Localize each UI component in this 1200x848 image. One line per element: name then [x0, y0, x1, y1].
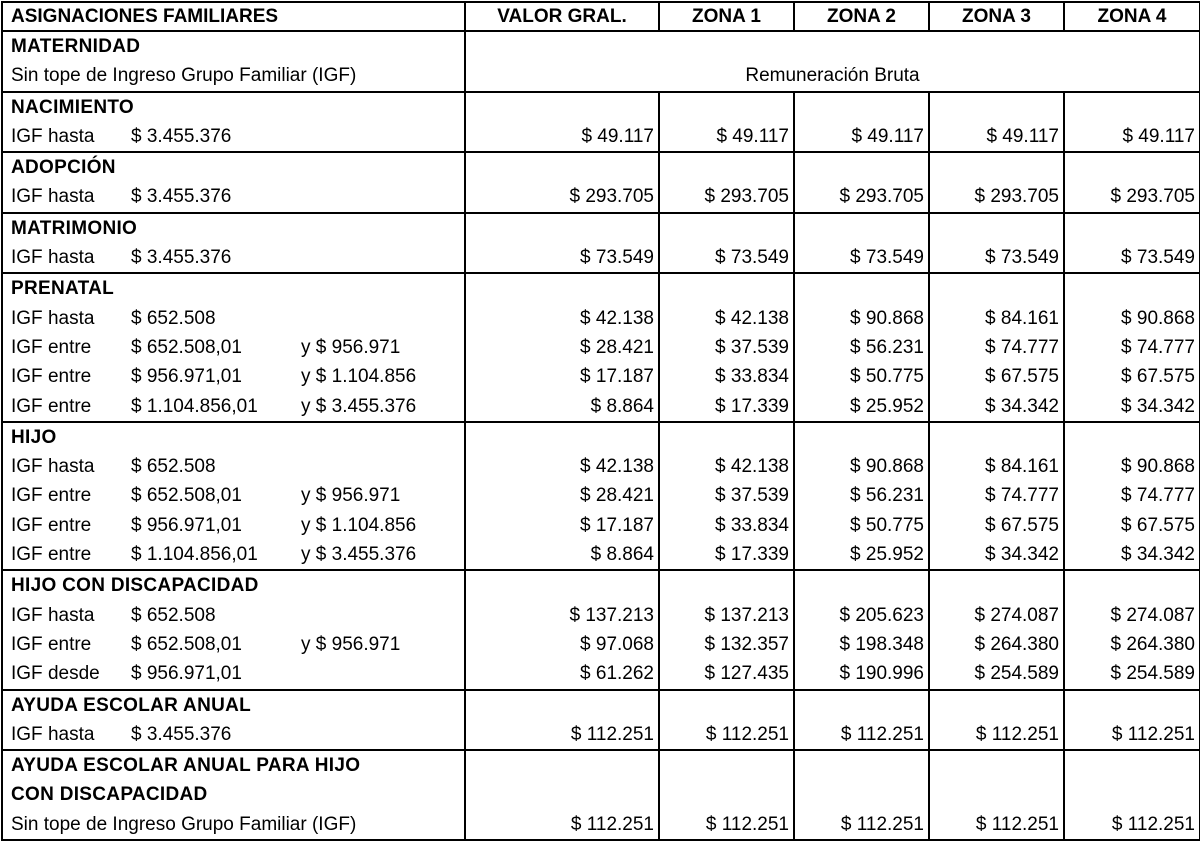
igf-row — [3, 122, 464, 151]
value-cell: $ 34.342 — [1121, 395, 1195, 417]
igf-label: IGF hasta — [11, 247, 95, 269]
spacer — [930, 751, 1063, 780]
igf-amount: $ 956.971,01 — [131, 663, 242, 685]
igf-row — [3, 659, 464, 688]
section-row — [2, 92, 1200, 153]
value-cell: $ 8.864 — [590, 544, 654, 566]
section-title: HIJO CON DISCAPACIDAD — [11, 575, 259, 597]
value-cell: $ 28.421 — [580, 485, 654, 507]
igf-row — [3, 243, 464, 272]
spacer — [795, 751, 928, 780]
spacer — [930, 274, 1063, 303]
value-cell: $ 137.213 — [569, 604, 654, 626]
value-cell: $ 34.342 — [985, 544, 1059, 566]
igf-amount: $ 3.455.376 — [131, 125, 232, 147]
igf-row — [3, 392, 464, 421]
igf-amount: $ 1.104.856,01 — [131, 395, 258, 417]
value-col — [659, 213, 794, 274]
spacer — [466, 214, 658, 243]
igf-amount: $ 652.508,01 — [131, 336, 242, 358]
table-title: ASIGNACIONES FAMILIARES — [2, 2, 465, 31]
section-row — [2, 152, 1200, 213]
section-labels — [2, 750, 465, 840]
value-cell: $ 37.539 — [715, 485, 789, 507]
value-cell: $ 84.161 — [985, 307, 1059, 329]
spacer — [466, 423, 658, 452]
value-col — [465, 152, 659, 213]
value-cell: $ 264.380 — [974, 633, 1059, 655]
col-zona-2: ZONA 2 — [794, 2, 929, 31]
spacer — [466, 93, 658, 122]
section-row — [2, 31, 1200, 92]
spacer — [660, 691, 793, 720]
spacer — [930, 780, 1063, 809]
igf-row — [3, 540, 464, 569]
col-valor-gral: VALOR GRAL. — [465, 2, 659, 31]
value-cell: $ 56.231 — [850, 485, 924, 507]
section-title: MATRIMONIO — [11, 217, 138, 239]
spacer — [466, 751, 658, 780]
section-labels — [2, 213, 465, 274]
section-row — [2, 213, 1200, 274]
igf-label: IGF hasta — [11, 186, 95, 208]
asignaciones-table — [1, 1, 1200, 841]
igf-row — [3, 182, 464, 211]
value-cell: $ 8.864 — [590, 395, 654, 417]
value-col — [465, 92, 659, 153]
spacer — [466, 274, 658, 303]
value-cell: $ 50.775 — [850, 366, 924, 388]
value-col — [659, 750, 794, 840]
igf-amount: $ 3.455.376 — [131, 247, 232, 269]
igf-label: IGF entre — [11, 633, 92, 655]
section-title-line: CON DISCAPACIDAD — [11, 784, 208, 806]
igf-row — [3, 362, 464, 391]
value-col — [659, 273, 794, 421]
spacer — [930, 691, 1063, 720]
value-col — [659, 92, 794, 153]
section-labels — [2, 273, 465, 421]
spacer — [466, 153, 658, 182]
value-cell: $ 74.777 — [985, 336, 1059, 358]
value-col — [929, 570, 1064, 689]
igf-amount: $ 956.971,01 — [131, 514, 242, 536]
spacer — [795, 571, 928, 600]
spacer — [795, 274, 928, 303]
value-cell: $ 112.251 — [975, 813, 1059, 835]
igf-row — [3, 481, 464, 510]
value-col — [659, 422, 794, 570]
igf-upper-bound: y $ 1.104.856 — [301, 366, 417, 388]
spacer — [660, 214, 793, 243]
spacer — [1065, 153, 1199, 182]
value-cell: $ 254.589 — [1110, 663, 1195, 685]
igf-label: IGF hasta — [11, 307, 95, 329]
value-col — [929, 213, 1064, 274]
igf-row — [3, 630, 464, 659]
value-cell: $ 73.549 — [715, 247, 789, 269]
section-title: MATERNIDAD — [11, 36, 141, 57]
spacer — [466, 780, 658, 809]
value-cell: $ 28.421 — [580, 336, 654, 358]
value-cell: $ 254.589 — [974, 663, 1059, 685]
value-col — [929, 273, 1064, 421]
value-cell: $ 90.868 — [1121, 307, 1195, 329]
spacer — [1065, 691, 1199, 720]
spacer — [466, 691, 658, 720]
value-cell: $ 112.251 — [570, 723, 654, 745]
value-col — [1064, 570, 1200, 689]
spacer — [795, 691, 928, 720]
value-cell: $ 17.339 — [715, 544, 789, 566]
value-cell: $ 112.251 — [840, 723, 924, 745]
igf-row — [3, 601, 464, 630]
value-cell: $ 25.952 — [850, 395, 924, 417]
value-cell: $ 132.357 — [704, 633, 789, 655]
igf-label: IGF entre — [11, 366, 92, 388]
spacer — [660, 780, 793, 809]
value-cell: $ 198.348 — [839, 633, 924, 655]
spacer — [1065, 274, 1199, 303]
value-cell: $ 33.834 — [715, 514, 789, 536]
value-cell: $ 112.251 — [705, 723, 789, 745]
spacer — [1065, 214, 1199, 243]
value-cell: $ 25.952 — [850, 544, 924, 566]
igf-amount: $ 3.455.376 — [131, 723, 232, 745]
spacer — [466, 571, 658, 600]
value-cell: $ 67.575 — [1121, 366, 1195, 388]
value-cell: $ 67.575 — [985, 514, 1059, 536]
section-row — [2, 422, 1200, 570]
igf-label: IGF entre — [11, 514, 92, 536]
value-col — [1064, 152, 1200, 213]
spacer — [1065, 423, 1199, 452]
spacer — [660, 751, 793, 780]
section-labels — [2, 152, 465, 213]
section-row — [2, 750, 1200, 840]
spacer — [930, 214, 1063, 243]
spacer — [660, 423, 793, 452]
value-cell: $ 67.575 — [1121, 514, 1195, 536]
igf-upper-bound: y $ 3.455.376 — [301, 544, 417, 566]
section-labels — [2, 31, 465, 92]
value-cell: $ 34.342 — [1121, 544, 1195, 566]
igf-amount: $ 652.508 — [131, 307, 216, 329]
value-col — [1064, 750, 1200, 840]
value-cell: $ 274.087 — [1110, 604, 1195, 626]
igf-row — [3, 511, 464, 540]
section-note: Sin tope de Ingreso Grupo Familiar (IGF) — [11, 813, 357, 835]
igf-label: IGF entre — [11, 544, 92, 566]
table-body — [2, 2, 1200, 840]
igf-label: IGF entre — [11, 395, 92, 417]
spacer — [1065, 571, 1199, 600]
section-row — [2, 570, 1200, 689]
igf-amount: $ 3.455.376 — [131, 186, 232, 208]
value-cell: $ 264.380 — [1110, 633, 1195, 655]
igf-row — [3, 452, 464, 481]
value-cell: $ 90.868 — [1121, 456, 1195, 478]
value-col — [659, 690, 794, 751]
value-col — [929, 92, 1064, 153]
igf-amount: $ 956.971,01 — [131, 366, 242, 388]
value-cell: $ 293.705 — [704, 186, 789, 208]
value-cell: $ 17.339 — [715, 395, 789, 417]
value-cell: $ 112.251 — [1111, 813, 1195, 835]
spacer — [660, 571, 793, 600]
igf-amount: $ 652.508 — [131, 456, 216, 478]
section-labels — [2, 92, 465, 153]
value-col — [929, 152, 1064, 213]
spacer — [1065, 780, 1199, 809]
spacer — [1065, 93, 1199, 122]
value-cell: $ 67.575 — [985, 366, 1059, 388]
section-labels — [2, 690, 465, 751]
spacer — [930, 571, 1063, 600]
value-cell: $ 293.705 — [569, 186, 654, 208]
spacer — [660, 153, 793, 182]
value-col — [929, 750, 1064, 840]
value-cell: $ 293.705 — [839, 186, 924, 208]
spacer — [795, 780, 928, 809]
value-cell: $ 73.549 — [580, 247, 654, 269]
igf-row — [3, 304, 464, 333]
section-labels — [2, 570, 465, 689]
igf-amount: $ 652.508,01 — [131, 633, 242, 655]
section-title: AYUDA ESCOLAR ANUAL — [11, 694, 252, 716]
col-zona-3: ZONA 3 — [929, 2, 1064, 31]
igf-row — [3, 720, 464, 749]
section-title-line: AYUDA ESCOLAR ANUAL PARA HIJO — [11, 755, 361, 777]
value-col — [794, 570, 929, 689]
value-cell: $ 112.251 — [840, 813, 924, 835]
value-cell: $ 74.777 — [1121, 485, 1195, 507]
value-col — [1064, 422, 1200, 570]
igf-upper-bound: y $ 3.455.376 — [301, 395, 417, 417]
value-col — [659, 152, 794, 213]
igf-label: IGF hasta — [11, 604, 95, 626]
igf-label: IGF hasta — [11, 125, 95, 147]
value-col — [794, 92, 929, 153]
value-col — [794, 213, 929, 274]
value-cell: $ 74.777 — [985, 485, 1059, 507]
value-cell: $ 42.138 — [715, 456, 789, 478]
spacer — [660, 93, 793, 122]
value-col — [929, 422, 1064, 570]
value-cell: $ 112.251 — [1111, 723, 1195, 745]
header-row — [2, 2, 1200, 31]
spacer — [795, 93, 928, 122]
value-col — [1064, 92, 1200, 153]
value-col — [1064, 690, 1200, 751]
value-col — [465, 750, 659, 840]
value-col — [794, 152, 929, 213]
igf-amount: $ 652.508 — [131, 604, 216, 626]
section-title: NACIMIENTO — [11, 96, 134, 118]
merged-text: Remuneración Bruta — [745, 65, 920, 87]
value-cell: $ 97.068 — [580, 633, 654, 655]
merged-cell — [465, 31, 1200, 92]
value-cell: $ 33.834 — [715, 366, 789, 388]
value-col — [465, 690, 659, 751]
value-cell: $ 112.251 — [705, 813, 789, 835]
col-zona-1: ZONA 1 — [659, 2, 794, 31]
section-row — [2, 273, 1200, 421]
igf-label: IGF hasta — [11, 723, 95, 745]
section-title: ADOPCIÓN — [11, 157, 116, 179]
value-col — [1064, 213, 1200, 274]
igf-upper-bound: y $ 1.104.856 — [301, 514, 417, 536]
section-row — [2, 690, 1200, 751]
spacer — [1065, 751, 1199, 780]
igf-amount: $ 1.104.856,01 — [131, 544, 258, 566]
value-col — [465, 422, 659, 570]
value-cell: $ 49.117 — [986, 125, 1059, 147]
section-note: Sin tope de Ingreso Grupo Familiar (IGF) — [11, 65, 357, 87]
value-col — [794, 422, 929, 570]
spacer — [795, 214, 928, 243]
spacer — [930, 93, 1063, 122]
value-cell: $ 274.087 — [974, 604, 1059, 626]
value-cell: $ 42.138 — [580, 307, 654, 329]
value-cell: $ 74.777 — [1121, 336, 1195, 358]
spacer — [795, 423, 928, 452]
igf-upper-bound: y $ 956.971 — [301, 485, 401, 507]
value-cell: $ 17.187 — [580, 514, 654, 536]
value-col — [1064, 273, 1200, 421]
value-cell: $ 73.549 — [985, 247, 1059, 269]
value-cell: $ 112.251 — [570, 813, 654, 835]
value-cell: $ 49.117 — [1122, 125, 1195, 147]
value-cell: $ 37.539 — [715, 336, 789, 358]
value-col — [465, 213, 659, 274]
igf-row — [3, 333, 464, 362]
value-cell: $ 90.868 — [850, 307, 924, 329]
value-cell: $ 127.435 — [704, 663, 789, 685]
value-cell: $ 73.549 — [1121, 247, 1195, 269]
spacer — [795, 153, 928, 182]
igf-upper-bound: y $ 956.971 — [301, 336, 401, 358]
value-cell: $ 49.117 — [581, 125, 654, 147]
value-cell: $ 61.262 — [580, 663, 654, 685]
igf-amount: $ 652.508,01 — [131, 485, 242, 507]
value-cell: $ 137.213 — [704, 604, 789, 626]
value-cell: $ 84.161 — [985, 456, 1059, 478]
value-cell: $ 42.138 — [580, 456, 654, 478]
igf-label: IGF hasta — [11, 456, 95, 478]
section-title: HIJO — [11, 426, 57, 448]
section-labels — [2, 422, 465, 570]
value-cell: $ 49.117 — [851, 125, 924, 147]
value-col — [465, 273, 659, 421]
value-col — [465, 570, 659, 689]
value-cell: $ 50.775 — [850, 514, 924, 536]
value-col — [659, 570, 794, 689]
col-zona-4: ZONA 4 — [1064, 2, 1200, 31]
value-col — [929, 690, 1064, 751]
value-cell: $ 293.705 — [974, 186, 1059, 208]
igf-label: IGF entre — [11, 336, 92, 358]
value-cell: $ 293.705 — [1110, 186, 1195, 208]
value-cell: $ 90.868 — [850, 456, 924, 478]
value-cell: $ 34.342 — [985, 395, 1059, 417]
spacer — [930, 153, 1063, 182]
value-col — [794, 750, 929, 840]
value-cell: $ 49.117 — [716, 125, 789, 147]
value-cell: $ 112.251 — [975, 723, 1059, 745]
value-col — [794, 690, 929, 751]
spacer — [660, 274, 793, 303]
igf-upper-bound: y $ 956.971 — [301, 633, 401, 655]
section-title: PRENATAL — [11, 278, 115, 300]
value-cell: $ 17.187 — [580, 366, 654, 388]
value-cell: $ 205.623 — [839, 604, 924, 626]
spacer — [930, 423, 1063, 452]
value-cell: $ 42.138 — [715, 307, 789, 329]
igf-label: IGF entre — [11, 485, 92, 507]
value-cell: $ 190.996 — [839, 663, 924, 685]
value-col — [794, 273, 929, 421]
igf-label: IGF desde — [11, 663, 100, 685]
value-cell: $ 73.549 — [850, 247, 924, 269]
value-cell: $ 56.231 — [850, 336, 924, 358]
